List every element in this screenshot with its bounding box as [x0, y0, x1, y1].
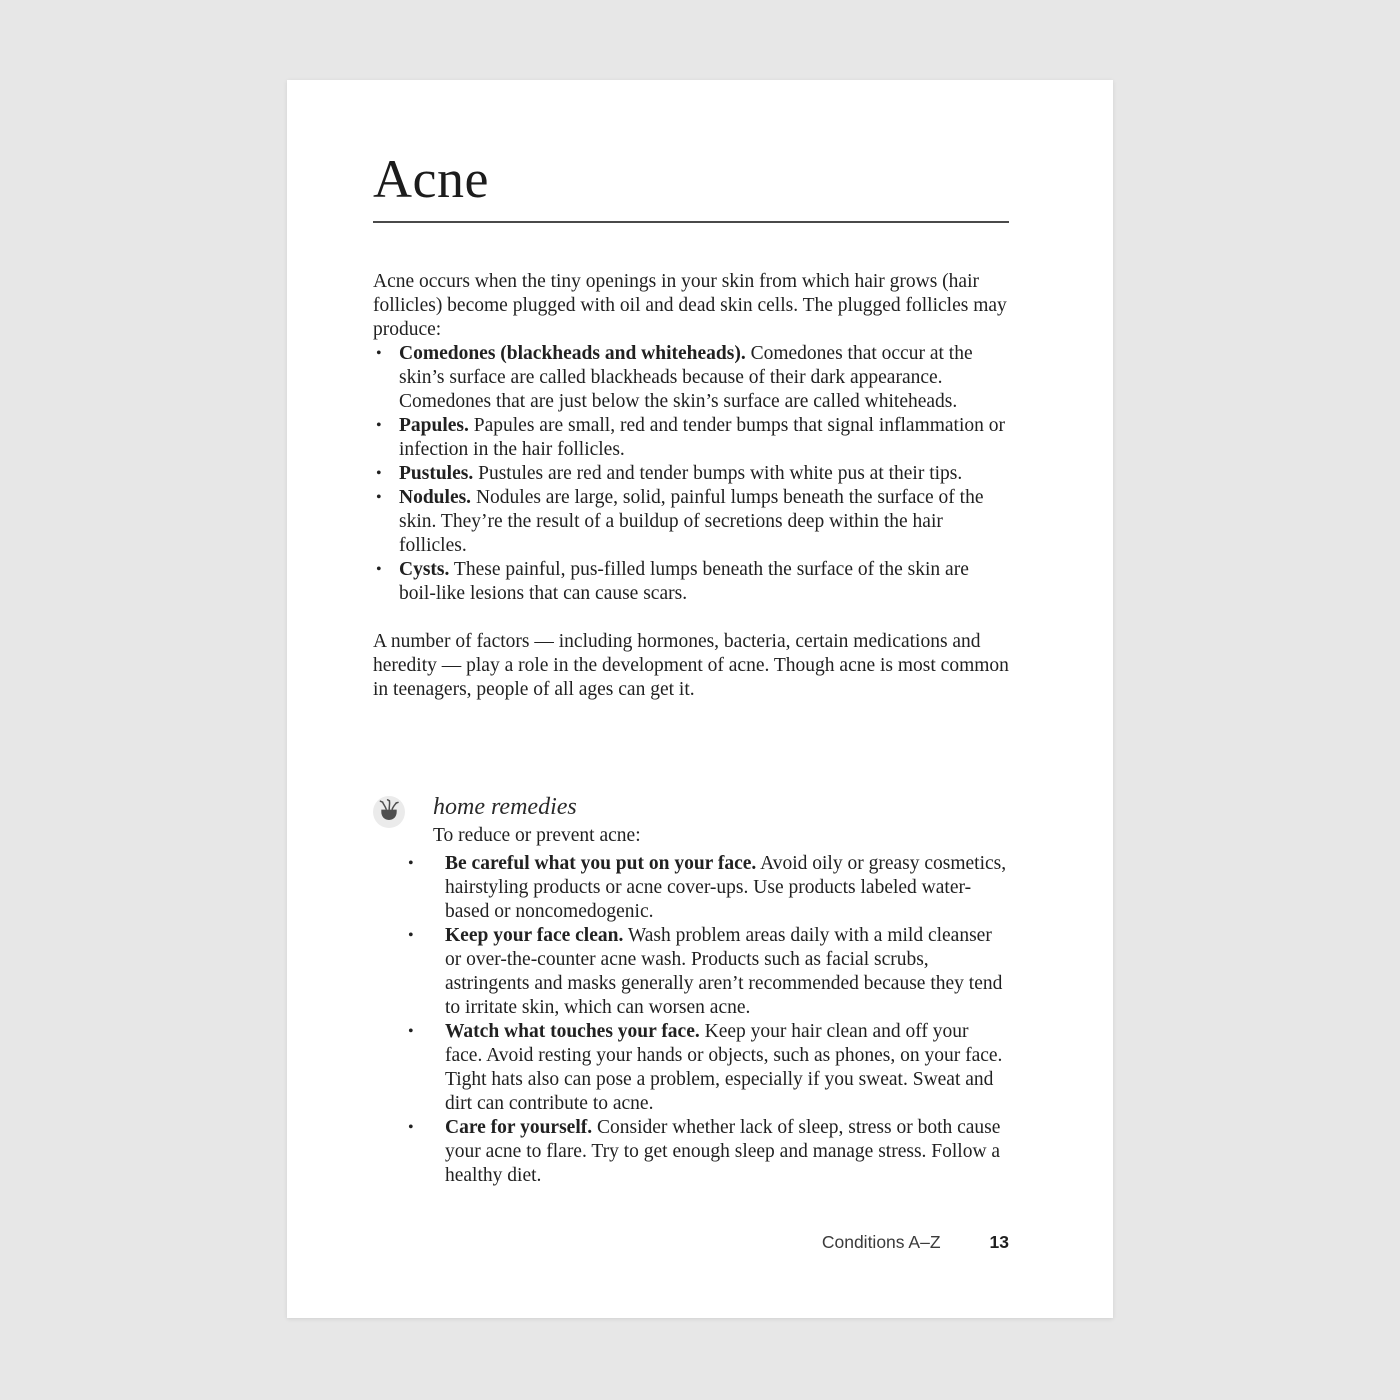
list-item-lead: Care for yourself.	[445, 1117, 593, 1138]
intro-paragraph: Acne occurs when the tiny openings in your skin from which hair grows (hair follicles) become plugged with oil and dead skin cells. The plugged follicles may produce:	[373, 271, 1007, 340]
page-number: 13	[989, 1232, 1009, 1252]
list-item	[373, 558, 1009, 606]
list-item-text: Keep your hair clean and off your face. Avoid resting your hands or objects, such as phones, on your face. Tight hats also can pose a problem, especially if you sweat. Sweat and dirt can contribute to acne.	[445, 1021, 1003, 1114]
home-remedies-intro: To reduce or prevent acne:	[433, 825, 641, 846]
list-item	[373, 462, 1009, 486]
list-item-lead: Cysts.	[399, 559, 450, 580]
list-item-text: Papules are small, red and tender bumps that signal inflammation or infection in the hair follicles.	[399, 415, 1006, 460]
body-text-block	[373, 270, 1009, 702]
list-item-lead: Comedones (blackheads and whiteheads).	[399, 343, 746, 364]
list-item-lead: Papules.	[399, 415, 469, 436]
factors-paragraph: A number of factors — including hormones, bacteria, certain medications and heredity — play a role in the development of acne. Though acne is most common in teenagers, people of all ages can get it.	[373, 631, 1009, 700]
list-item-text: Consider whether lack of sleep, stress or both cause your acne to flare. Try to get enough sleep and manage stress. Follow a healthy diet.	[445, 1117, 1001, 1186]
list-item	[433, 852, 1009, 924]
list-item-text: Pustules are red and tender bumps with white pus at their tips.	[473, 463, 963, 484]
list-item-lead: Be careful what you put on your face.	[445, 853, 757, 874]
list-item	[433, 1020, 1009, 1116]
home-remedies-heading: home remedies	[433, 794, 577, 820]
list-item-lead: Nodules.	[399, 487, 472, 508]
list-item-lead: Keep your face clean.	[445, 925, 624, 946]
list-item-text: Nodules are large, solid, painful lumps beneath the surface of the skin. They’re the result of a buildup of secretions deep within the hair follicles.	[399, 487, 984, 556]
list-item	[373, 414, 1009, 462]
home-remedies-section	[373, 792, 1009, 1188]
page-footer	[373, 1232, 1009, 1252]
document-page	[287, 80, 1113, 1318]
list-item-text: These painful, pus-filled lumps beneath the surface of the skin are boil-like lesions that can cause scars.	[399, 559, 969, 604]
page-title: Acne	[373, 149, 489, 209]
plugged-follicles-list	[373, 342, 1009, 606]
title-rule	[373, 221, 1009, 223]
list-item-text: Comedones that occur at the skin’s surface are called blackheads because of their dark appearance. Comedones that are just below the skin’s surface are called whiteheads.	[399, 343, 973, 412]
list-item-lead: Pustules.	[399, 463, 474, 484]
list-item-text: Wash problem areas daily with a mild cleanser or over-the-counter acne wash. Products such as facial scrubs, astringents and masks generally aren’t recommended because they tend to irritate skin, which can worsen acne.	[445, 925, 1003, 1018]
mortar-bowl-icon	[373, 796, 405, 828]
list-item	[433, 1116, 1009, 1188]
list-item-lead: Watch what touches your face.	[445, 1021, 700, 1042]
home-remedies-list	[433, 852, 1009, 1188]
list-item	[433, 924, 1009, 1020]
list-item-text: Avoid oily or greasy cosmetics, hairstyling products or acne cover-ups. Use products labeled water-based or noncomedogenic.	[445, 853, 1007, 922]
list-item	[373, 486, 1009, 558]
home-remedies-body	[433, 792, 1009, 1188]
list-item	[373, 342, 1009, 414]
footer-section-label: Conditions A–Z	[821, 1232, 941, 1252]
